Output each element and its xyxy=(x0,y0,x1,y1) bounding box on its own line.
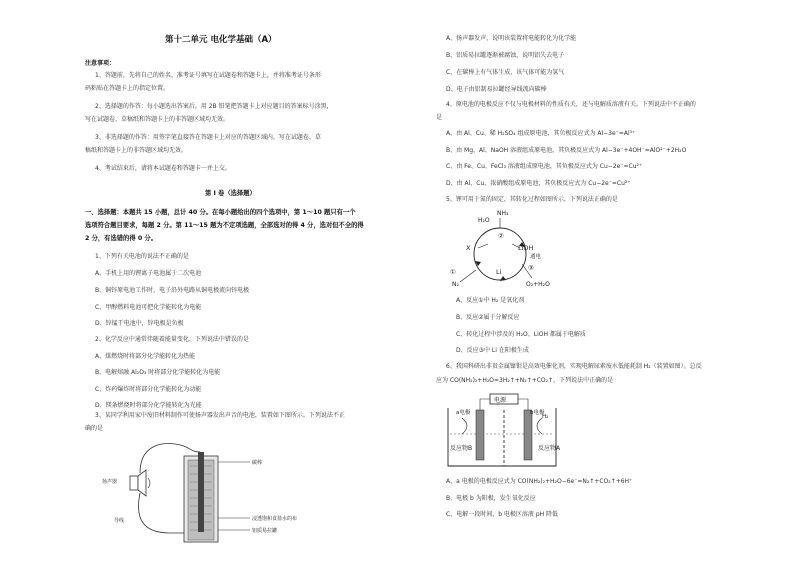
question-option: D、电子由铝制易拉罐经导线流向碳棒 xyxy=(446,86,547,93)
notice-line: 2、选择题的作答：每小题选出答案后，用 2B 铅笔把答题卡上对应题目的答案标号涂黑， xyxy=(95,103,333,110)
question-option: B、电解熔融 Al₂O₃ 时将部分化学能转化为电能 xyxy=(95,369,221,376)
label-reactant-b: 反应物B xyxy=(450,445,473,452)
question-option: A、煤燃烧时将部分化学能转化为热能 xyxy=(95,353,196,360)
question-stem: 6、我国科研出非贵金属镍钼是高效电催化剂，实现电解尿素废水低能耗制 H₂（装置如图）。总反 xyxy=(446,363,702,370)
question-option: A、扬声器发声，说明该装置将电能转化为化学能 xyxy=(446,35,577,42)
label-n2: N₂ xyxy=(452,281,459,288)
nitrogen-fixation-figure xyxy=(448,206,568,292)
marker-2: ② xyxy=(498,232,504,240)
choice-intro: 2 分，有选错的得 0 分。 xyxy=(85,235,158,242)
question-option: A、反应①中 H₂ 是氧化剂 xyxy=(456,297,525,304)
question-option: D、反应③中 Li 在阳极生成 xyxy=(456,347,529,354)
label-nh3: NH₃ xyxy=(497,210,509,217)
question-option: D、镁条燃烧时将部分化学能转化为光能 xyxy=(95,402,202,409)
question-stem: 5、锂可用于氮的固定，其转化过程如图所示，下列说法正确的是 xyxy=(446,196,618,203)
question-option: D、锌锰干电池中，锌电极是负极 xyxy=(95,320,184,327)
question-option: A、手机上用的锂离子电池属于二次电池 xyxy=(95,270,202,277)
wire-bottom xyxy=(139,493,184,533)
question-stem: 是 xyxy=(436,114,443,121)
notice-line: 写在试题卷、草稿纸和答题卡上的非答题区域均无效。 xyxy=(85,116,230,123)
marker-1: ① xyxy=(450,268,456,276)
question-option: C、由 Fe、Cu、FeCl₃ 溶液组成原电池，其负极反应式为 Cu−2e⁻=Cu²⁺ xyxy=(446,163,643,170)
question-option: C、转化过程中涉及的 H₂O、LiOH 都属于电解质 xyxy=(456,331,586,338)
question-stem: 4、原电池的电极反应不仅与电极材料的性质有关，还与电解质溶液有关。下列说法中不正确的 xyxy=(446,101,696,108)
choice-intro: 一、选择题：本题共 15 小题，总计 40 分。在每小题给出的四个选项中，第 1～10 题只有一个 xyxy=(85,209,356,216)
electrolysis-figure xyxy=(438,388,568,472)
label-wire: 导线 xyxy=(114,518,125,524)
question-option: B、由 Mg、Al、NaOH 溶液组成原电池，其负极反应式为 Al−3e⁻+4OH⁻=AlO²⁻+2H₂O xyxy=(446,147,687,154)
notice-line: 稿纸和答题卡上的非答题区域均无效。 xyxy=(85,147,188,154)
label-h2o: H₂O xyxy=(478,217,490,224)
question-option: D、由 Al、Cu、浓硝酸组成原电池，其负极反应式为 Cu−2e⁻=Cu²⁺ xyxy=(446,180,631,187)
label-speaker: 扬声器 xyxy=(102,479,118,485)
question-stem: 1、下列有关电池的说法不正确的是 xyxy=(95,253,189,260)
electrode-a xyxy=(476,410,484,460)
question-option: A、由 Al、Cu、稀 H₂SO₄ 组成原电池，其负极反应式为 Al−3e⁻=Al³⁺ xyxy=(446,130,636,137)
question-option: B、铝质易拉罐逐渐被腐蚀，说明铝失去电子 xyxy=(446,52,565,59)
question-option: B、电极 b 为阳极，发生氧化反应 xyxy=(446,495,536,502)
carbon-rod xyxy=(198,452,204,532)
notice-heading: 注意事项： xyxy=(85,60,116,67)
question-stem: 2、化学反应中通常伴随着能量变化，下列说法中错误的是 xyxy=(95,336,249,343)
choice-intro: 选项符合题目要求，每题 2 分。第 11～15 题为不定项选题，全部选对的得 4 分，选对但不全的得 xyxy=(85,222,364,229)
label-li: Li xyxy=(496,268,502,276)
question-stem: 确的是 xyxy=(85,425,104,432)
label-power: 电源 xyxy=(494,397,507,404)
notice-line: 1、答题前，先将自己的姓名、准考证号填写在试题卷和答题卡上，并将准考证号条形 xyxy=(95,72,321,79)
label-can: 铝质易拉罐 xyxy=(252,528,278,534)
question-option: C、在碳棒上有气体生成，该气体可能为氢气 xyxy=(446,69,565,76)
label-b-pole: b电极 xyxy=(530,410,545,416)
question-option: C、炸药爆炸时将部分化学能转化为动能 xyxy=(95,386,202,393)
label-o2-h2o: O₂+H₂O xyxy=(526,281,550,288)
label-reactant-a: 反应物A xyxy=(538,445,561,452)
question-stem: 应为 CO(NH₂)₂+H₂O=3H₂↑+N₂↑+CO₂↑，下列说法中正确的是 xyxy=(436,377,614,384)
notice-line: 码粘贴在答题卡上的指定位置。 xyxy=(85,85,170,92)
label-h2: H₂ xyxy=(542,414,549,420)
marker-3: ③ xyxy=(528,264,534,272)
label-lioh: LiOH xyxy=(518,244,534,252)
notice-line: 3、非选择题的作答：用签字笔直接答在答题卡上对应的答题区域内。写在试题卷、草 xyxy=(95,134,321,141)
label-cloth: 浸透饱和食盐水的布 xyxy=(252,516,298,522)
question-option: A、a 电极的电极反应式为 CO(NH₂)₂+H₂O−6e⁻=N₂↑+CO₂↑+6H⁺ xyxy=(446,478,633,485)
electrode-b xyxy=(524,410,532,460)
question-option: C、电解一段时间，b 电极区溶液 pH 降低 xyxy=(446,511,559,518)
section-title: 第 I 卷（选择题） xyxy=(205,190,256,197)
label-a-pole: a电极 xyxy=(456,410,471,416)
electrolysis-tank xyxy=(448,408,556,466)
notice-line: 4、考试结束后，请将本试题卷和答题卡一并上交。 xyxy=(95,165,231,172)
label-power: 通电 xyxy=(530,254,542,260)
speaker-icon xyxy=(130,470,150,496)
battery-speaker-figure xyxy=(100,438,300,548)
label-carbon-rod: 碳棒 xyxy=(252,460,263,466)
question-stem: 3、某同学利用家中废旧材料制作可使扬声器发出声音的电池，装置如下图所示。下列说法不正 xyxy=(95,412,345,419)
question-option: B、铜锌原电池工作时，电子沿外电路从铜电极流向锌电极 xyxy=(95,287,250,294)
label-x: X xyxy=(466,244,471,252)
aluminum-can xyxy=(184,452,218,542)
question-option: B、反应②属于分解反应 xyxy=(456,314,520,321)
page-title: 第十二单元 电化学基础（A） xyxy=(165,35,277,45)
question-option: C、甲醇燃料电池可把化学能转化为电能 xyxy=(95,304,202,311)
